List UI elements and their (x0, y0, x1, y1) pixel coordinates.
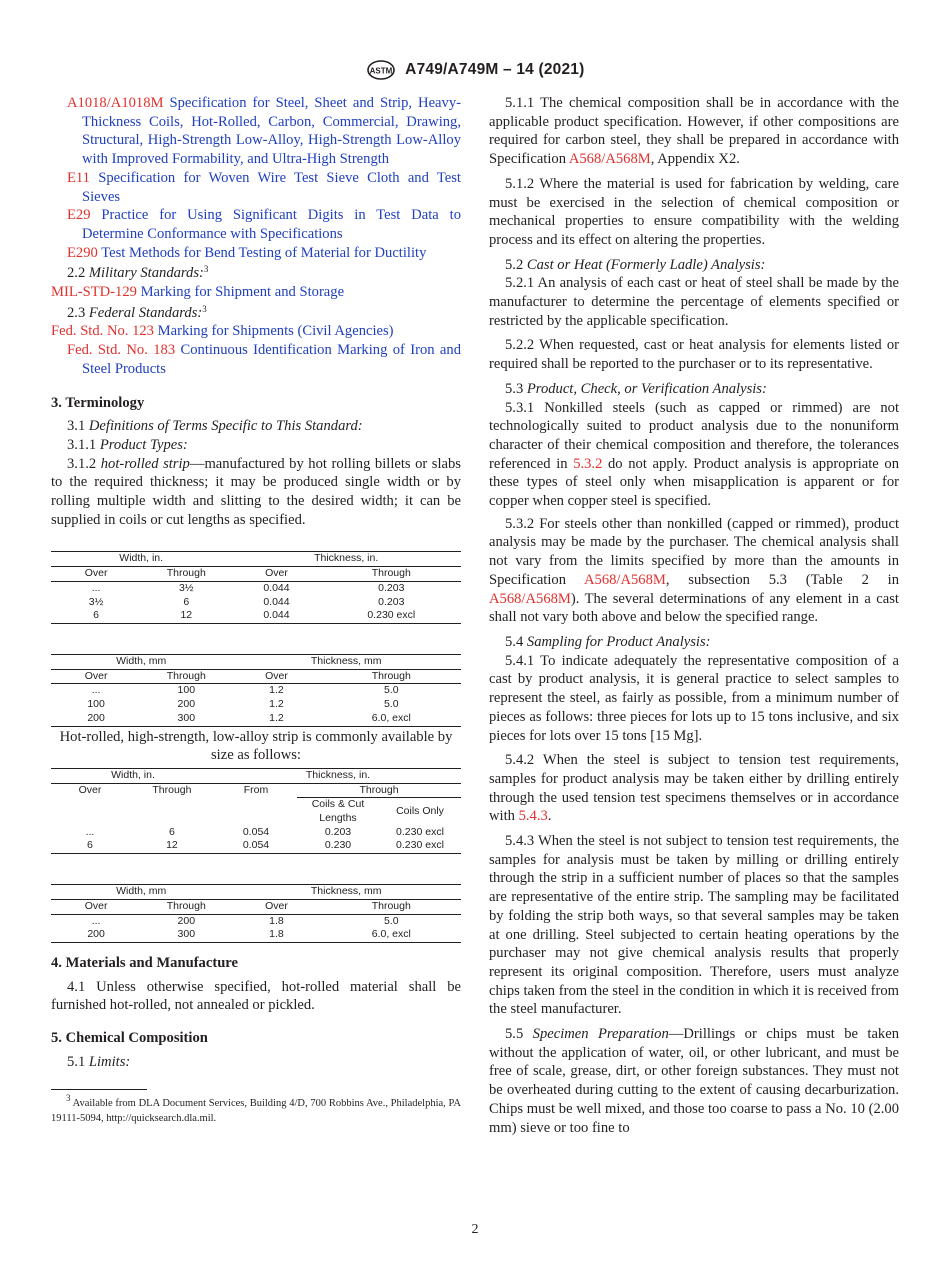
ref-code-link[interactable]: E29 (67, 207, 91, 224)
table-row (51, 839, 461, 853)
table-cell: ... (91, 581, 101, 594)
table-group-header: Width, in. (51, 552, 231, 567)
table-cell: 1.2 (231, 712, 321, 726)
section-4-1: 4.1 Unless otherwise specified, hot-rolled material shall be furnished hot-rolled, not annealed or pickled. (51, 978, 461, 1014)
table-row (51, 928, 461, 942)
ref-code-link[interactable]: E290 (67, 244, 98, 261)
table-sub-header: Coils & Cut Lengths (311, 798, 365, 825)
table-col-header: Over (51, 669, 141, 684)
table-col-header: Through (297, 783, 461, 798)
table-cell: 1.2 (269, 684, 284, 697)
table-width-mm (51, 654, 461, 727)
section-number: 5.4 (505, 633, 527, 650)
section-5-2-1: 5.2.1 An analysis of each cast or heat of steel shall be made by the manufacturer to determine the percentage of elements specified or restricted by the applicable specification. (489, 275, 899, 329)
table-cell: 5.0 (383, 684, 399, 697)
section-3-heading: 3. Terminology (51, 394, 145, 411)
paragraph-text: 5.4.2 When the steel is subject to tension test requirements, samples for product analysis may be taken either by drilling entirely through the used tension test specimens themselves or in accordance with (489, 752, 899, 825)
table-cell: 0.054 (242, 825, 270, 838)
table-col-header: Over (51, 567, 141, 582)
table-cell: 300 (141, 928, 231, 942)
section-5-1 (51, 1053, 461, 1072)
reference-e11 (51, 169, 461, 206)
table-group-header: Thickness, in. (231, 552, 461, 567)
table-cell: 6.0, excl (322, 712, 461, 726)
table-cell: 0.230 (297, 839, 379, 853)
section-number: 5.1 (67, 1053, 89, 1070)
paragraph-text: do not apply. Product analysis is appropriate on these types of steel only when misapplication is apparent or for copper when copper steel is specified. (489, 455, 899, 510)
table-cell: 6 (183, 595, 190, 608)
table-group-header: Thickness, mm (231, 885, 461, 900)
reference-mil-std (51, 283, 461, 302)
table-cell: 0.044 (231, 609, 321, 623)
section-5-4-3: 5.4.3 When the steel is not subject to tension test requirements, the samples for analysis must be taken by milling or drilling entirely through the strip in a sufficient number of places so that the samples are representative of the entire strip. The sampling may be facilitated by folding the strip both ways, so that several samples may be taken at one drilling. Steel subjected to certain heating operations by the purchaser may not give chemical analysis results that properly represent its original composition. Therefore, users must analyze chips taken from the steel in the condition in which it is received from the steel manufacturer. (489, 833, 899, 1018)
ref-code-link[interactable]: Fed. Std. No. 183 (67, 342, 176, 359)
paragraph-text: , Appendix X2. (650, 151, 740, 168)
footnote-divider (51, 1089, 147, 1090)
ref-title-link[interactable]: Practice for Using Significant Digits in Test Data to Determine Conformance with Specifications (82, 207, 461, 242)
table-cell: 6 (51, 839, 129, 853)
table-hsla-mm (51, 884, 461, 943)
table-col-header: Over (51, 899, 141, 914)
definition-text: —manufactured by hot rolling billets or slabs to the required thickness; it may be produced single width or by rolling multiple width and slitting to the desired width; it can be supplied in coils or cut lengths as specified. (51, 455, 461, 528)
table-cell: 5.0 (383, 698, 399, 711)
ref-code-link[interactable]: MIL-STD-129 (51, 284, 137, 301)
table-cell: 0.203 (378, 595, 405, 608)
table-cell: 100 (177, 684, 196, 697)
table-row (51, 826, 461, 840)
section-number: 3.1.2 (67, 455, 101, 472)
section-5-3 (489, 380, 899, 399)
table-row (51, 609, 461, 623)
paragraph-text: , subsection 5.3 (Table 2 in (665, 571, 900, 588)
section-number: 5.5 (505, 1026, 533, 1043)
table-cell: 6.0, excl (322, 928, 461, 942)
table-col-header: Through (141, 899, 231, 914)
table-row (51, 684, 461, 698)
section-title: Product, Check, or Verification Analysis: (526, 380, 767, 397)
table-cell: ... (85, 825, 95, 838)
section-5-3-1 (489, 399, 899, 511)
section-title: Definitions of Terms Specific to This Standard: (88, 418, 363, 435)
table-cell: 0.230 excl (396, 825, 444, 838)
section-5-2 (489, 256, 899, 275)
section-title: Cast or Heat (Formerly Ladle) Analysis: (526, 256, 766, 273)
footnote (51, 1093, 461, 1126)
ref-code-link[interactable]: E11 (67, 169, 90, 186)
spec-link-a568[interactable]: A568/A568M (568, 151, 651, 168)
document-title: A749/A749M – 14 (2021) (405, 60, 585, 78)
table-row (51, 581, 461, 595)
table-col-header: Through (141, 669, 231, 684)
table-cell: 0.230 excl (379, 839, 461, 853)
table-width-inch (51, 551, 461, 624)
left-column (51, 94, 461, 1126)
table-col-header: Over (231, 669, 321, 684)
table-cell: 200 (51, 712, 141, 726)
table-cell: 12 (129, 839, 215, 853)
page-header (0, 60, 950, 80)
table-cell: ... (91, 914, 101, 927)
paragraph-text: . (547, 808, 552, 825)
section-5-4-1: 5.4.1 To indicate adequately the representative composition of a cast by product analysis, it is general practice to select samples to represent the steel, as fairly as possible, from a minimum number of pieces as follows: three pieces for lots up to 15 tons inclusive, and six pieces for lots over 15 tons [15 Mg]. (489, 652, 899, 744)
section-title: Limits: (88, 1053, 131, 1070)
astm-logo-icon (366, 60, 396, 80)
section-2-3 (51, 304, 461, 323)
spec-link-a568[interactable]: A568/A568M (583, 571, 666, 588)
table-cell: 12 (141, 609, 231, 623)
table-cell: 200 (51, 928, 141, 942)
table-cell: 300 (141, 712, 231, 726)
table-cell: 3½ (88, 595, 104, 608)
right-column (489, 94, 899, 1137)
paragraph-text: —Drillings or chips must be taken without the application of water, oil, or other lubricant, and must be free of scale, grease, dirt, or other foreign substances. They must not be overheated during cutting to the extent of causing decarburization. Chips must be well mixed, and those too coarse to pass a No. 10 (2.00 mm) sieve or too fine to (489, 1026, 900, 1136)
table-col-header: Through (322, 567, 461, 582)
table-col-header: Over (231, 567, 321, 582)
ref-title-link[interactable]: Test Methods for Bend Testing of Material for Ductility (97, 244, 427, 261)
paragraph-text: 5.1.1 The chemical composition shall be in accordance with the applicable product specification. However, if other compositions are required for carbon steel, they shall be prepared in accordance with Specification (489, 95, 899, 168)
table-cell: 0.203 (324, 825, 352, 838)
section-number: 2.2 (67, 265, 89, 282)
footnote-ref[interactable]: 3 (202, 303, 207, 314)
table-hsla-inch (51, 768, 461, 854)
table-group-header: Thickness, in. (215, 768, 461, 783)
table-row (51, 712, 461, 726)
section-3-1-2 (51, 455, 461, 530)
table-col-header: Through (322, 669, 461, 684)
ref-title-link[interactable]: Marking for Shipment and Storage (136, 284, 345, 301)
section-2-2 (51, 264, 461, 283)
section-number: 3.1.1 (67, 436, 100, 453)
footnote-mark: 3 (66, 1093, 71, 1104)
table-cell: 100 (87, 698, 105, 711)
section-title: Product Types: (99, 436, 188, 453)
table-cell: 0.044 (263, 581, 290, 594)
table-cell: 0.044 (263, 595, 290, 608)
table-col-header: Through (152, 783, 192, 796)
table-cell: 6 (51, 609, 141, 623)
section-number: 5.2 (505, 256, 527, 273)
reference-fed-183 (51, 341, 461, 378)
paragraph-text: ). The several determinations of any element in a cast shall not vary both above and below the specified range. (489, 590, 899, 626)
section-link-5-4-3[interactable]: 5.4.3 (518, 808, 548, 825)
table-caption: Hot-rolled, high-strength, low-alloy strip is commonly available by size as follows: (59, 728, 453, 764)
section-title: Military Standards: (88, 265, 204, 282)
section-link-5-3-2[interactable]: 5.3.2 (573, 455, 603, 472)
table-cell: 0.230 excl (322, 609, 461, 623)
section-3-1 (51, 417, 461, 436)
table-cell: ... (91, 684, 101, 697)
section-5-4 (489, 633, 899, 652)
defined-term: hot-rolled strip (100, 455, 190, 472)
page-number: 2 (471, 1222, 479, 1237)
table-cell: 1.8 (269, 914, 284, 927)
ref-title-link[interactable]: Specification for Steel, Sheet and Strip, Heavy-Thickness Coils, Hot-Rolled, Carbon, Commercial, Drawing, Structural, High-Strength Low-Alloy, High-Strength Low-Alloy with Improved Formability, and Ultra-High Strength (82, 95, 461, 168)
section-5-4-2 (489, 751, 899, 826)
footnote-text: Available from DLA Document Services, Building 4/D, 700 Robbins Ave., Philadelphia, PA 19111-5094, http://quicksearch.dla.mil. (51, 1098, 461, 1125)
section-5-1-2: 5.1.2 Where the material is used for fabrication by welding, care must be exercised in the selection of chemical composition or mechanical properties to ensure compatibility with the welding process and its effect on altering the properties. (489, 175, 899, 248)
section-number: 2.3 (67, 304, 89, 321)
table-cell: 5.0 (383, 914, 399, 927)
paragraph-text: 5.3.2 For steels other than nonkilled (capped or rimmed), product analysis may be made by the purchaser. The chemical analysis shall not vary from the limits specified by more than the amounts in Specification (489, 515, 899, 588)
table-cell: 200 (177, 698, 196, 711)
table-row (51, 914, 461, 928)
spec-link-a568[interactable]: A568/A568M (489, 590, 571, 607)
reference-e29 (51, 206, 461, 243)
ref-title-link[interactable]: Marking for Shipments (Civil Agencies) (153, 323, 394, 340)
section-title: Federal Standards: (88, 304, 203, 321)
table-group-header: Thickness, mm (231, 654, 461, 669)
table-col-header: Over (78, 783, 102, 796)
table-group-header: Width, in. (51, 768, 215, 783)
section-title: Sampling for Product Analysis: (526, 633, 711, 650)
table-col-header: From (243, 783, 269, 796)
table-cell: 1.2 (269, 698, 284, 711)
paragraph-text: 5.3.1 Nonkilled steels (such as capped or rimmed) are not technologically suited to product analysis due to the nonuniform character of their chemical composition and therefore, the tolerances referenced in (489, 399, 899, 472)
table-sub-header: Coils Only (396, 805, 444, 818)
table-cell: 200 (177, 914, 196, 927)
footnote-ref[interactable]: 3 (203, 264, 209, 275)
table-row (51, 596, 461, 610)
table-col-header: Through (322, 899, 461, 914)
ref-title-link[interactable]: Specification for Woven Wire Test Sieve Cloth and Test Sieves (82, 169, 461, 205)
ref-title-link[interactable]: Continuous Identification Marking of Iron and Steel Products (82, 342, 462, 377)
table-group-header: Width, mm (51, 654, 231, 669)
table-cell: 1.8 (231, 928, 321, 942)
ref-code-link[interactable]: A1018/A1018M (67, 95, 164, 111)
astm-logo-text: ASTM (369, 66, 392, 76)
reference-a1018 (51, 94, 461, 169)
section-5-5 (489, 1025, 899, 1137)
section-3-1-1 (51, 436, 461, 455)
section-5-1-1 (489, 94, 899, 169)
table-row (51, 698, 461, 712)
table-cell: 6 (169, 825, 175, 838)
section-title: Specimen Preparation (532, 1026, 669, 1043)
table-col-header: Through (141, 567, 231, 582)
section-number: 3.1 (67, 418, 89, 435)
table-col-header: Over (231, 899, 321, 914)
section-5-heading: 5. Chemical Composition (51, 1030, 208, 1047)
reference-fed-123 (51, 322, 461, 341)
section-number: 5.3 (505, 380, 527, 397)
table-cell: 3½ (178, 581, 194, 594)
reference-e290 (51, 244, 461, 263)
section-4-heading: 4. Materials and Manufacture (51, 954, 238, 971)
table-cell: 0.054 (215, 839, 297, 853)
ref-code-link[interactable]: Fed. Std. No. 123 (51, 323, 154, 340)
table-group-header: Width, mm (51, 885, 231, 900)
section-5-3-2 (489, 515, 899, 627)
section-5-2-2: 5.2.2 When requested, cast or heat analysis for elements listed or required shall be reported to the purchaser or to its representative. (489, 337, 899, 373)
table-cell: 0.203 (378, 581, 405, 594)
